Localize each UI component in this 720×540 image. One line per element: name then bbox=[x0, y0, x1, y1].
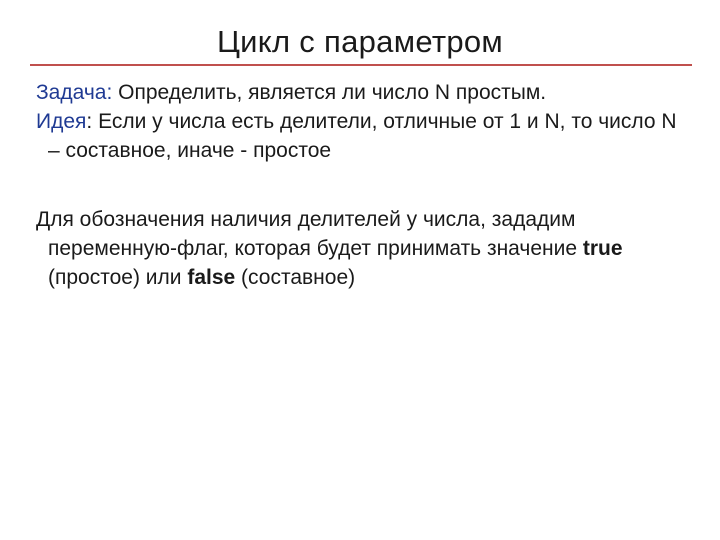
flag-text-middle: (простое) или bbox=[48, 266, 188, 289]
flag-paragraph bbox=[36, 205, 686, 292]
title-underline bbox=[30, 64, 692, 66]
idea-paragraph bbox=[36, 107, 686, 165]
false-keyword: false bbox=[187, 266, 236, 289]
idea-text: : Если у числа есть делители, отличные от 1 и N, то число N – составное, иначе - простое bbox=[48, 110, 677, 162]
slide-title: Цикл с параметром bbox=[216, 24, 504, 59]
task-label: Задача: bbox=[36, 81, 113, 104]
task-text: Определить, является ли число N простым. bbox=[112, 81, 547, 104]
flag-text-before: Для обозначения наличия делителей у числа, зададим переменную-флаг, которая будет принимать значение bbox=[36, 208, 583, 260]
slide-content bbox=[36, 78, 686, 292]
idea-label: Идея bbox=[36, 110, 87, 133]
flag-text-after: (составное) bbox=[235, 266, 356, 289]
paragraph-spacer bbox=[36, 165, 686, 205]
true-keyword: true bbox=[582, 237, 623, 260]
task-paragraph bbox=[36, 78, 686, 107]
